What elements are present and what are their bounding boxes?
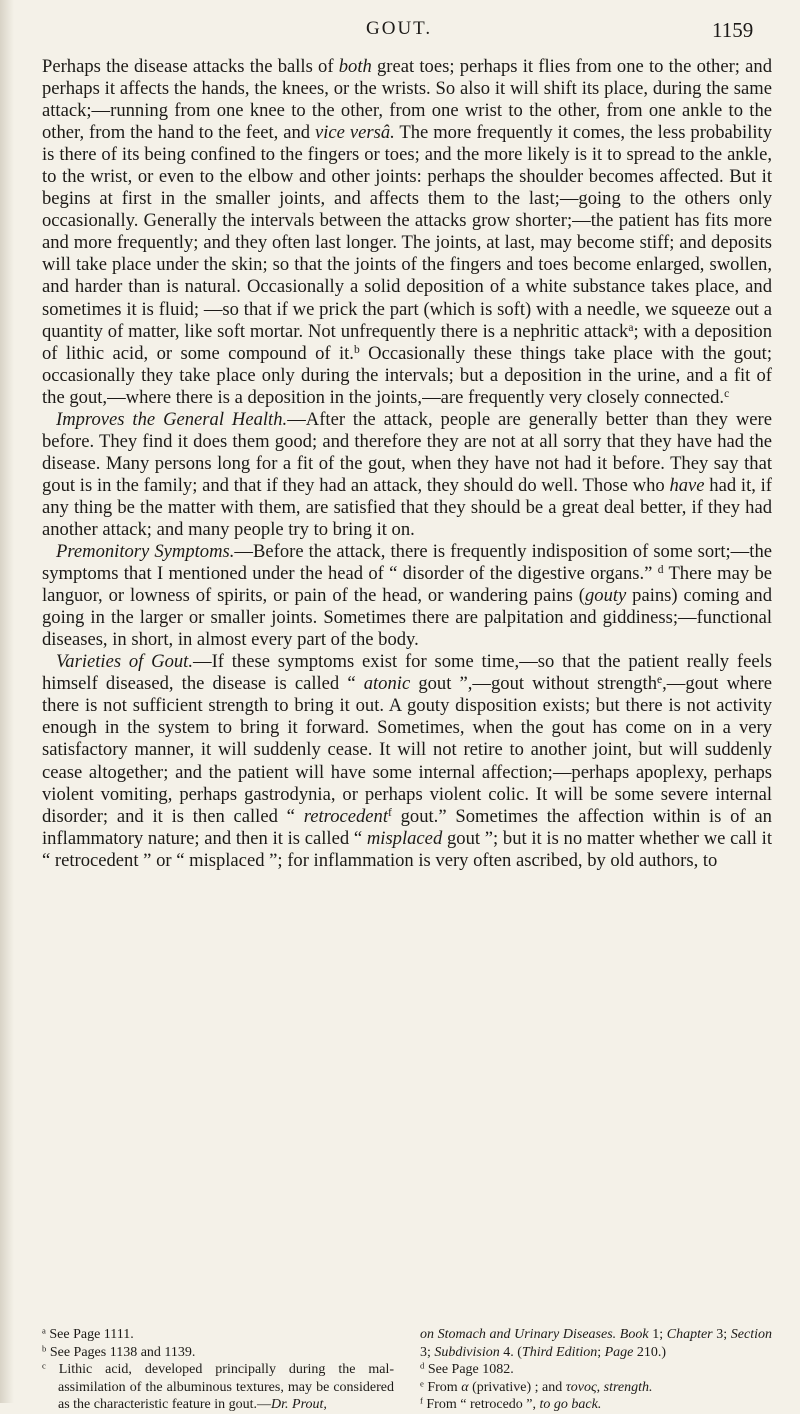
footnote-marker: c bbox=[42, 1360, 46, 1371]
running-head bbox=[0, 14, 800, 44]
paragraph bbox=[42, 651, 772, 871]
footnote-marker: f bbox=[420, 1396, 423, 1407]
italic-text: Section bbox=[730, 1327, 773, 1342]
footnotes bbox=[42, 1326, 772, 1414]
italic-text: vice versâ. bbox=[315, 122, 395, 144]
footnote bbox=[420, 1379, 772, 1397]
italic-text: retrocedent bbox=[303, 805, 389, 827]
italic-text: atonic bbox=[363, 673, 411, 695]
footnotes-right-column bbox=[420, 1326, 772, 1414]
text-run: The more frequently it comes, the less probability is there of its being confined to the fingers or toes; and the more likely is it to spread to the ankle, to the wrist, or even to the elbow and other joints: perhaps the shoulder becomes affected. But it begins at first in the smaller joints, and affects them to the last;—going to the others only occasionally. Generally the intervals between the attacks grow shorter;—the patient has fits more and more frequently; and they often last longer. The joints, at last, may become stiff; and deposits will take place under the skin; so that the joints of the fingers and toes become enlarged, swollen, and harder than is natural. Occasionally a solid deposition of a white substance takes place, and sometimes it is fluid; —so that if we prick the part (which is soft) with a needle, we squeeze out a quantity of matter, like soft mortar. Not unfrequently there is a nephritic attack bbox=[42, 122, 772, 342]
footnote-marker: e bbox=[420, 1378, 424, 1389]
text-run: (privative) ; and bbox=[468, 1379, 566, 1395]
text-run: , bbox=[596, 1379, 604, 1395]
footnote-marker: e bbox=[657, 674, 663, 687]
paragraph bbox=[42, 541, 772, 651]
footnote-marker: a bbox=[628, 321, 634, 334]
italic-text: τονος bbox=[565, 1379, 597, 1395]
italic-text: to go back. bbox=[539, 1397, 602, 1413]
text-run: Occasionally these things take place with the gout; occasionally they take place only during the intervals; but a deposition in the urine, and a fit of the gout,—where there is a deposition in the joints,—are frequently very closely connected. bbox=[42, 342, 772, 408]
text-run: gout.” Sometimes the affection within is of an inflammatory nature; and then it is called “ bbox=[42, 805, 772, 849]
footnote-continuation bbox=[420, 1326, 772, 1361]
text-run: had it, if any thing be the matter with them, are satisfied that they should be a great deal better, if they had another attack; and many people try to bring it on. bbox=[42, 474, 772, 540]
text-run: great toes; perhaps it flies from one to the other; and perhaps it affects the hands, the knees, or the wrists. So also it will shift its place, during the same attack;—running from one knee to the other, from one wrist to the other, from one ankle to the other, from the hand to the feet, and bbox=[42, 56, 772, 144]
text-run: Lithic acid, developed principally during the mal-assimilation of the albuminous textures, may be considered as the characteristic feature in gout.— bbox=[45, 1362, 394, 1413]
paragraph bbox=[42, 56, 772, 409]
footnote bbox=[42, 1326, 394, 1344]
italic-text: Third Edition bbox=[521, 1344, 598, 1360]
footnote-marker: d bbox=[657, 564, 664, 577]
italic-text: Improves the General Health. bbox=[56, 408, 288, 430]
text-run: —Before the attack, there is frequently indisposition of some sort;—the symptoms that I mentioned under the head of “ disorder of the digestive organs.” bbox=[42, 541, 772, 585]
page-number: 1159 bbox=[712, 18, 754, 42]
footnote bbox=[420, 1361, 772, 1379]
text-run: pains) coming and going in the larger or smaller joints. Sometimes there are palpitation and giddiness;—functional diseases, in short, in almost every part of the body. bbox=[42, 585, 772, 651]
text-run: See Page 1082. bbox=[424, 1362, 514, 1378]
text-run: gout ”,—gout without strength bbox=[410, 673, 658, 695]
text-run: ,—gout where there is not sufficient strength to bring it out. A gouty disposition exists; but there is not activity enough in the system to bring it forward. Sometimes, when the gout has come on in a very satisfactory manner, it will suddenly cease. It will not retire to another joint, but will suddenly cease altogether; and the patient will have some internal affection;—perhaps apoplexy, perhaps violent vomiting, perhaps gastrodynia, or perhaps violent colic. It will be some severe internal disorder; and it is then called “ bbox=[42, 673, 772, 827]
footnote-marker: c bbox=[724, 387, 730, 400]
text-run: See Pages 1138 and 1139. bbox=[46, 1344, 196, 1360]
text-run: See Page 1111. bbox=[45, 1327, 134, 1342]
paragraph bbox=[42, 409, 772, 541]
text-run: There may be languor, or lowness of spirits, or pain of the head, or wandering pains ( bbox=[42, 563, 772, 607]
italic-text: both bbox=[338, 56, 372, 77]
italic-text: Subdivision bbox=[434, 1344, 500, 1360]
footnote bbox=[420, 1396, 772, 1414]
text-run: 210.) bbox=[633, 1344, 667, 1360]
italic-text: Page bbox=[604, 1344, 634, 1360]
italic-text: Chapter bbox=[666, 1327, 713, 1342]
text-run: 3; bbox=[712, 1327, 731, 1342]
italic-text: strength. bbox=[603, 1379, 653, 1395]
italic-text: Premonitory Symptoms. bbox=[56, 541, 235, 563]
body-text bbox=[42, 56, 772, 872]
footnote-marker: d bbox=[420, 1360, 425, 1371]
footnote bbox=[42, 1361, 394, 1414]
text-run: —After the attack, people are generally better than they were before. They find it does them good; and therefore they are not at all sorry that they have had the disease. Many persons long for a fit of the gout, when they have not had it before. They say that gout is in the family; and that if they had an attack, they should do well. Those who bbox=[42, 408, 772, 496]
running-title: GOUT. bbox=[366, 18, 433, 39]
footnote-marker: b bbox=[353, 343, 360, 356]
text-run: —If these symptoms exist for some time,—so that the patient really feels himself diseased, the disease is called “ bbox=[42, 651, 772, 695]
page-edge-shadow bbox=[0, 0, 14, 1403]
text-run: 1; bbox=[648, 1327, 667, 1342]
footnotes-left-column bbox=[42, 1326, 394, 1414]
text-run: ; with a deposition of lithic acid, or some compound of it. bbox=[42, 320, 772, 364]
italic-text: α bbox=[461, 1379, 469, 1395]
italic-text: gouty bbox=[584, 585, 627, 607]
italic-text: Varieties of Gout. bbox=[56, 651, 193, 673]
text-run: ; bbox=[597, 1344, 605, 1360]
italic-text: misplaced bbox=[366, 827, 443, 849]
italic-text: Dr. Prout, bbox=[271, 1397, 327, 1413]
text-run: gout ”; but it is no matter whether we call it “ retrocedent ” or “ misplaced ”; for inflammation is very often ascribed, by old authors, to bbox=[42, 827, 772, 871]
footnote-marker: f bbox=[388, 806, 392, 819]
footnote bbox=[42, 1344, 394, 1362]
footnote-marker: a bbox=[42, 1325, 46, 1336]
text-run: From “ retrocedo ”, bbox=[422, 1397, 540, 1413]
italic-text: have bbox=[669, 474, 705, 496]
footnote-marker: b bbox=[42, 1343, 47, 1354]
text-run: Perhaps the disease attacks the balls of bbox=[42, 56, 339, 77]
text-run: 3; bbox=[420, 1344, 435, 1360]
italic-text: on Stomach and Urinary Diseases. Book bbox=[420, 1327, 649, 1342]
text-run: From bbox=[423, 1379, 462, 1395]
text-run: 4. ( bbox=[499, 1344, 522, 1360]
